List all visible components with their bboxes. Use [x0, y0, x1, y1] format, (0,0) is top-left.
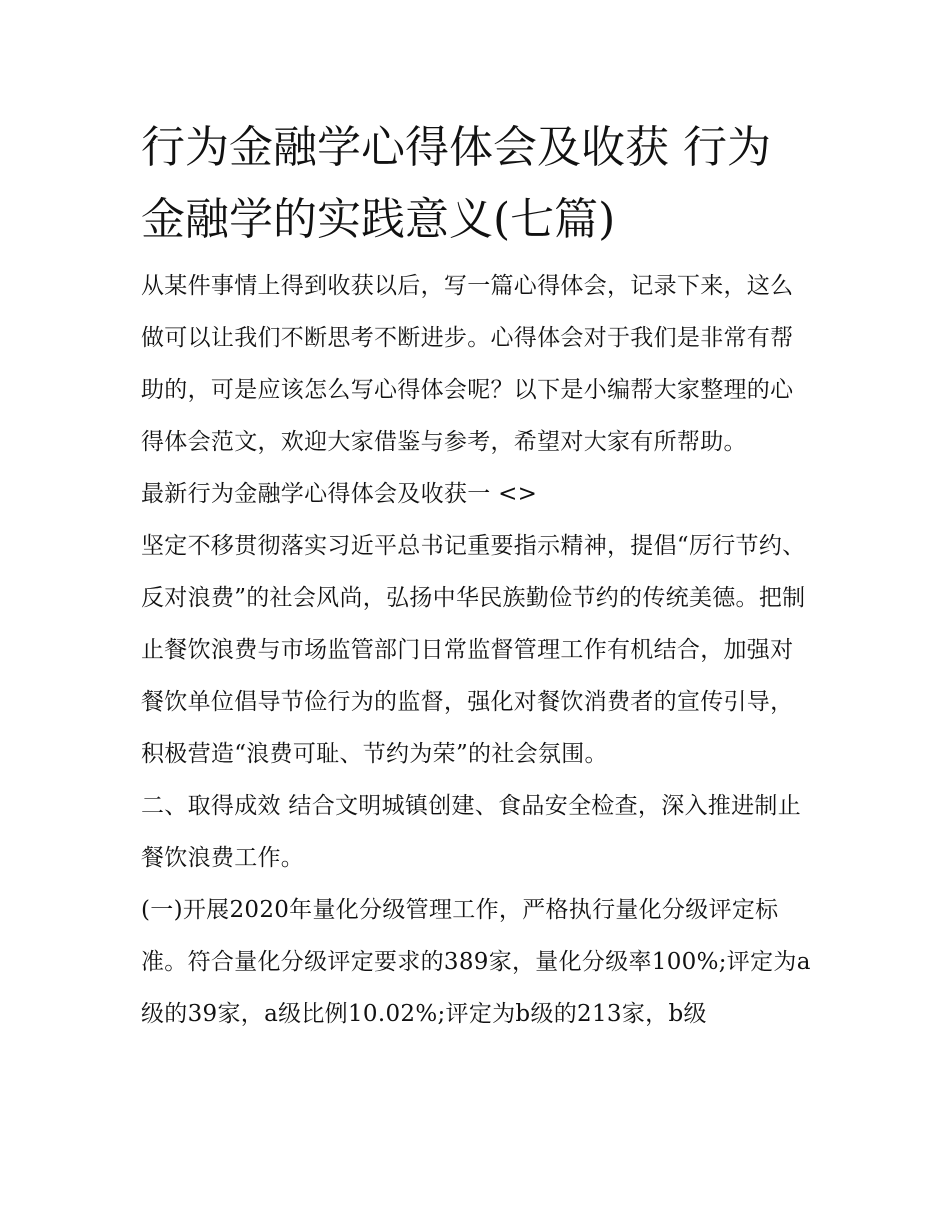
document-title: 行为金融学心得体会及收获 行为金融学的实践意义(七篇) — [141, 122, 771, 245]
section-heading: 最新行为金融学心得体会及收获一 <> — [141, 481, 538, 507]
body-paragraph: 坚定不移贯彻落实习近平总书记重要指示精神，提倡“厉行节约、反对浪费”的社会风尚，弘扬中华民族勤俭节约的传统美德。把制止餐饮浪费与市场监管部门日常监督管理工作有机结合，加强对餐饮单位倡导节俭行为的监督，强化对餐饮消费者的宣传引导，积极营造“浪费可耻、节约为荣”的社会氛围。 — [141, 533, 806, 767]
results-paragraph: 二、取得成效 结合文明城镇创建、食品安全检查，深入推进制止餐饮浪费工作。 — [141, 793, 802, 871]
quantified-grading-paragraph: (一)开展2020年量化分级管理工作，严格执行量化分级评定标准。符合量化分级评定要求的389家，量化分级率100%;评定为a级的39家，a级比例10.02%;评定为b级的213家，b级 — [141, 897, 811, 1027]
document-body — [141, 112, 813, 1040]
intro-paragraph: 从某件事情上得到收获以后，写一篇心得体会，记录下来，这么做可以让我们不断思考不断进步。心得体会对于我们是非常有帮助的，可是应该怎么写心得体会呢？以下是小编帮大家整理的心得体会范文，欢迎大家借鉴与参考，希望对大家有所帮助。 — [141, 273, 794, 455]
